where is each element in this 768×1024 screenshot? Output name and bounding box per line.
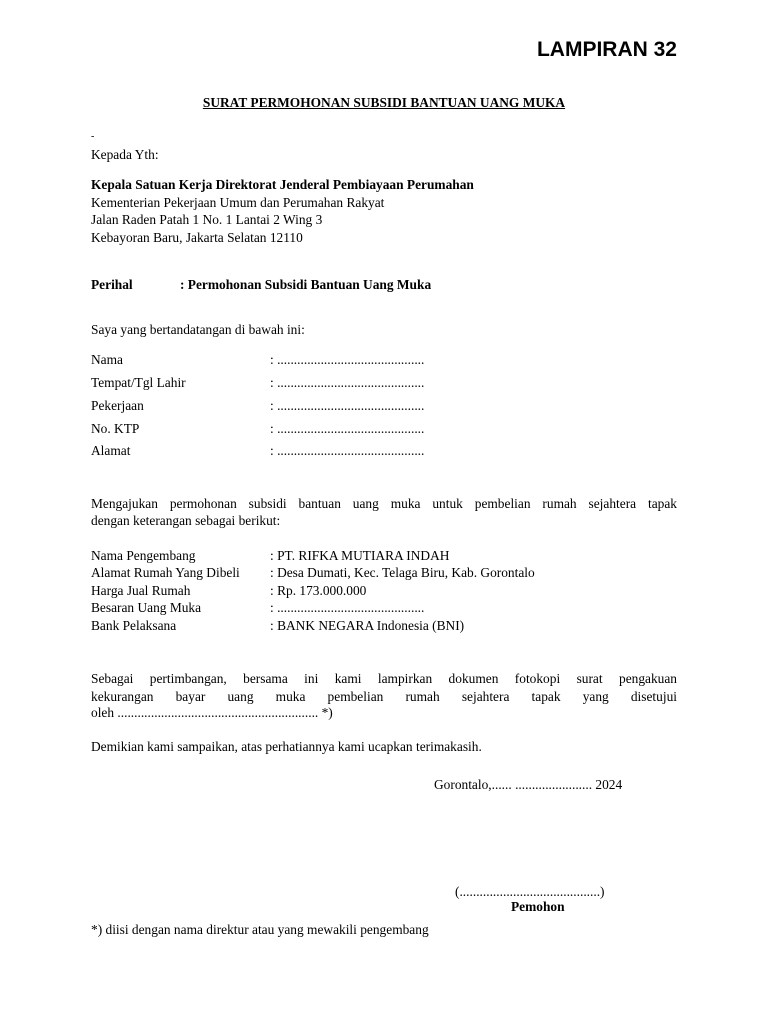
field-value-tempat-tgl-lahir: : ............................................ [270, 375, 425, 390]
consideration-line-2: kekurangan bayar uang muka pembelian rumah sejahtera tapak yang disetujui [91, 689, 677, 704]
property-value-pengembang: : PT. RIFKA MUTIARA INDAH [270, 548, 450, 563]
field-label-nama: Nama [91, 352, 123, 367]
property-label-harga-jual: Harga Jual Rumah [91, 583, 191, 598]
signature-role: Pemohon [511, 899, 565, 914]
property-value-harga-jual: : Rp. 173.000.000 [270, 583, 367, 598]
footnote: *) diisi dengan nama direktur atau yang mewakili pengembang [91, 922, 429, 937]
field-value-alamat: : ............................................ [270, 443, 425, 458]
recipient-line-1: Kepala Satuan Kerja Direktorat Jenderal Pembiayaan Perumahan [91, 177, 474, 192]
attachment-label: LAMPIRAN 32 [536, 38, 677, 61]
property-label-pengembang: Nama Pengembang [91, 548, 196, 563]
greeting: Kepada Yth: [91, 147, 159, 162]
property-label-bank: Bank Pelaksana [91, 618, 177, 633]
consideration-line-3: oleh ............................................................ *) [91, 705, 333, 720]
field-value-pekerjaan: : ............................................ [270, 398, 425, 413]
recipient-line-2: Kementerian Pekerjaan Umum dan Perumahan Rakyat [91, 195, 385, 210]
recipient-line-4: Kebayoran Baru, Jakarta Selatan 12110 [91, 230, 303, 245]
field-label-alamat: Alamat [91, 443, 131, 458]
consideration-line-1: Sebagai pertimbangan, bersama ini kami lampirkan dokumen fotokopi surat pengakuan [91, 671, 677, 686]
letter-title: SURAT PERMOHONAN SUBSIDI BANTUAN UANG MUKA [202, 95, 566, 110]
closing-text: Demikian kami sampaikan, atas perhatiannya kami ucapkan terimakasih. [91, 739, 482, 754]
field-label-pekerjaan: Pekerjaan [91, 398, 144, 413]
field-label-no-ktp: No. KTP [91, 421, 140, 436]
property-value-bank: : BANK NEGARA Indonesia (BNI) [270, 618, 465, 633]
property-value-alamat-rumah: : Desa Dumati, Kec. Telaga Biru, Kab. Gorontalo [270, 565, 535, 580]
subject-label: Perihal [91, 277, 133, 292]
field-value-nama: : ............................................ [270, 352, 425, 367]
signature-line: (..........................................) [455, 884, 605, 899]
intro-text: Saya yang bertandatangan di bawah ini: [91, 322, 305, 337]
field-label-tempat-tgl-lahir: Tempat/Tgl Lahir [91, 375, 186, 390]
request-paragraph-line-1: Mengajukan permohonan subsidi bantuan uang muka untuk pembelian rumah sejahtera tapak [91, 496, 677, 511]
field-value-no-ktp: : ............................................ [270, 421, 425, 436]
property-value-uang-muka: : ............................................ [270, 600, 425, 615]
request-paragraph-line-2: dengan keterangan sebagai berikut: [91, 513, 281, 528]
recipient-line-3: Jalan Raden Patah 1 No. 1 Lantai 2 Wing 3 [91, 212, 323, 227]
place-date: Gorontalo,...... ....................... 2024 [434, 777, 623, 792]
property-label-uang-muka: Besaran Uang Muka [91, 600, 202, 615]
subject-value: : Permohonan Subsidi Bantuan Uang Muka [180, 277, 432, 292]
dash-mark: - [91, 131, 95, 142]
property-label-alamat-rumah: Alamat Rumah Yang Dibeli [91, 565, 240, 580]
